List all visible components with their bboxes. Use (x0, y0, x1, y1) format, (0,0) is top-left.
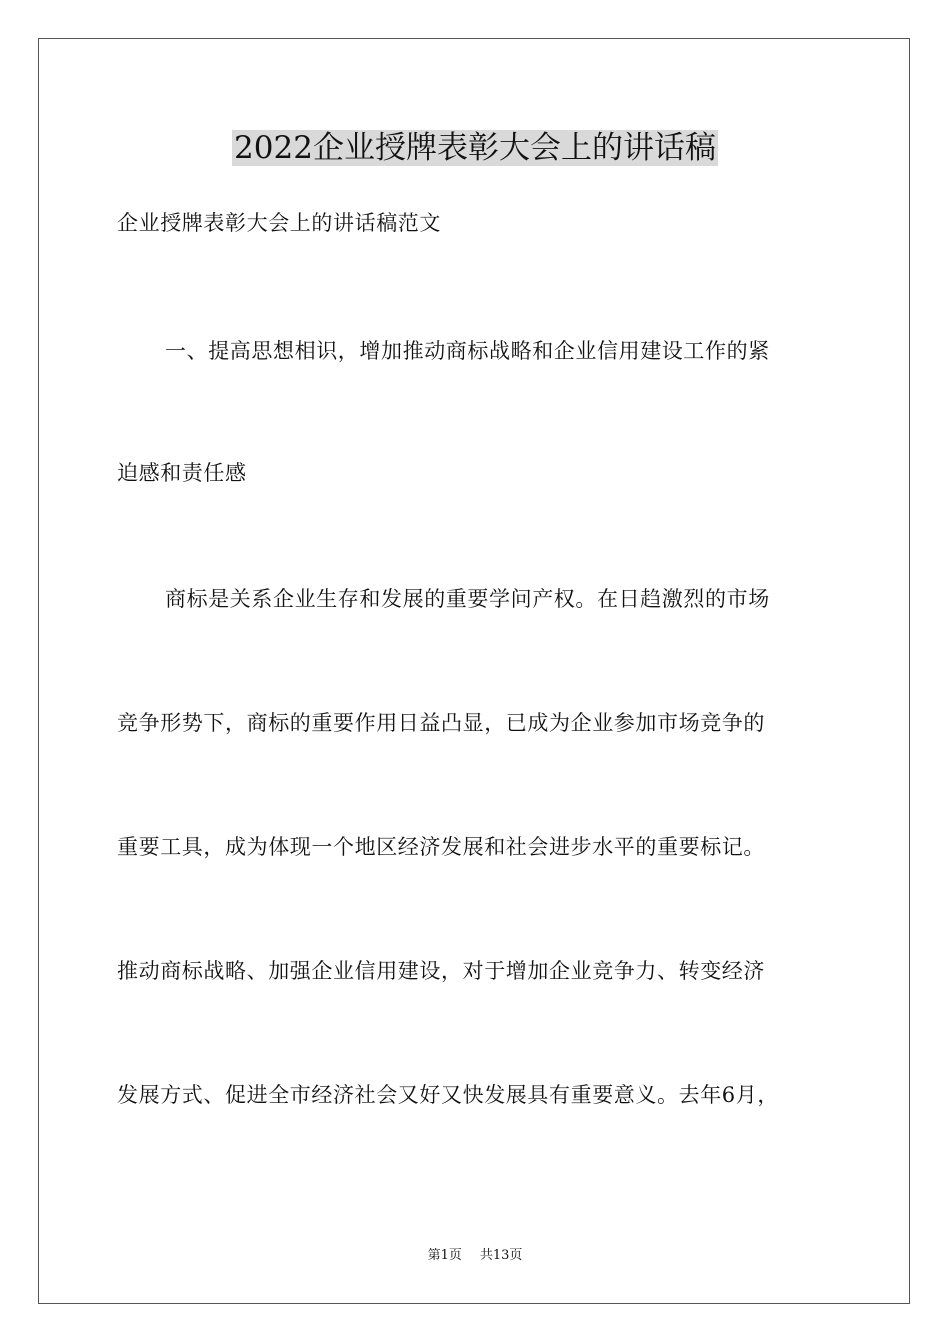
paragraph-line: 一、提高思想相识，增加推动商标战略和企业信用建设工作的紧 (165, 339, 770, 363)
document-title-text: 2022企业授牌表彰大会上的讲话稿 (234, 130, 716, 166)
paragraph-line: 发展方式、促进全市经济社会又好又快发展具有重要意义。去年6月， (117, 1083, 779, 1107)
paragraph-line: 商标是关系企业生存和发展的重要学问产权。在日趋激烈的市场 (165, 587, 770, 611)
page-footer (0, 1246, 950, 1266)
document-title (0, 126, 950, 170)
page-number-current: 第1页 (427, 1248, 462, 1263)
paragraph-line: 推动商标战略、加强企业信用建设，对于增加企业竞争力、转变经济 (117, 959, 765, 983)
paragraph-line: 竞争形势下，商标的重要作用日益凸显，已成为企业参加市场竞争的 (117, 711, 765, 735)
paragraph-line: 迫感和责任感 (117, 461, 247, 485)
paragraph-line: 重要工具，成为体现一个地区经济发展和社会进步水平的重要标记。 (117, 835, 765, 859)
page-number-total: 共13页 (479, 1248, 523, 1263)
subtitle-line: 企业授牌表彰大会上的讲话稿范文 (117, 211, 441, 235)
